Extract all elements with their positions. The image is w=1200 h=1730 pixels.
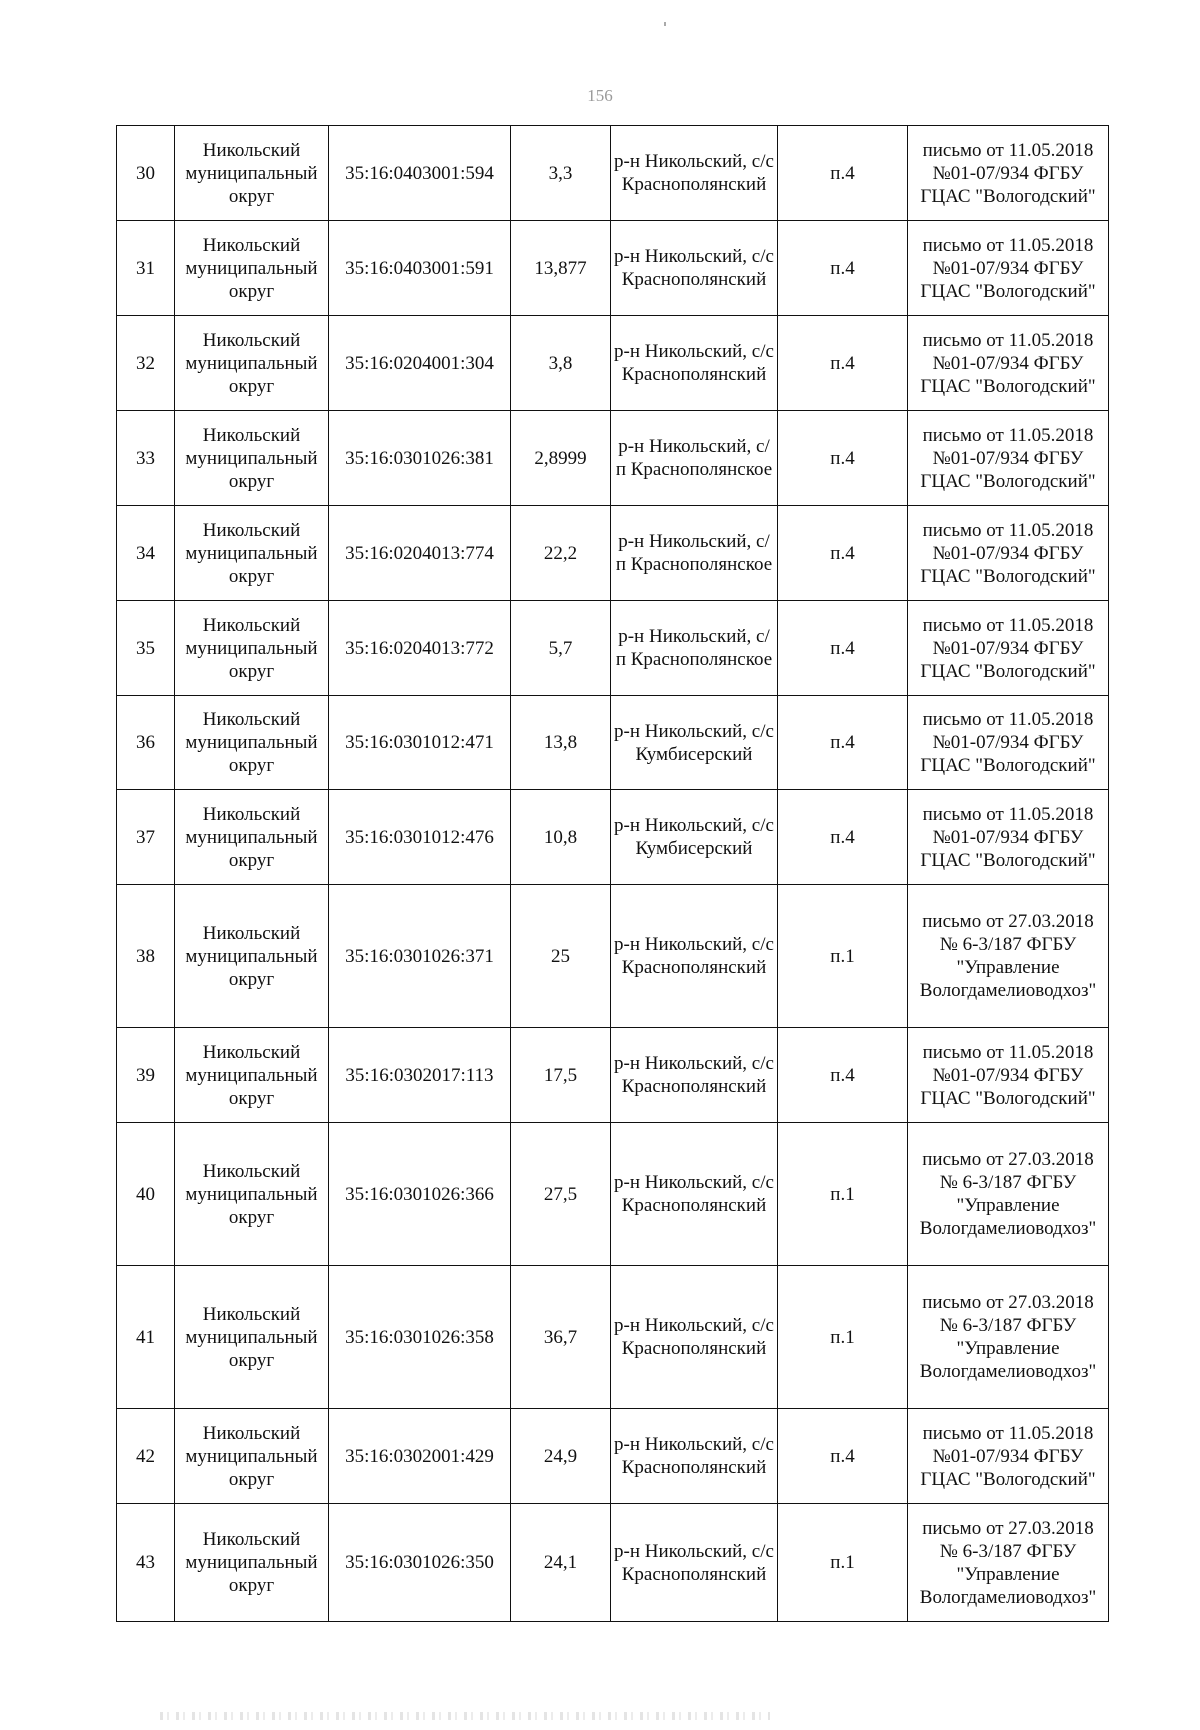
table-row	[117, 790, 1109, 885]
address-cell: р-н Никольский, с/с Краснополянский	[611, 221, 778, 316]
row-number: 42	[117, 1409, 175, 1504]
clause-cell: п.1	[778, 1123, 908, 1266]
document-cell: письмо от 11.05.2018 №01-07/934 ФГБУ ГЦАС "Вологодский"	[908, 411, 1109, 506]
row-number: 41	[117, 1266, 175, 1409]
row-number: 38	[117, 885, 175, 1028]
row-number: 33	[117, 411, 175, 506]
document-cell: письмо от 11.05.2018 №01-07/934 ФГБУ ГЦАС "Вологодский"	[908, 1409, 1109, 1504]
table-row	[117, 1123, 1109, 1266]
cadastral-number-cell: 35:16:0301012:476	[329, 790, 511, 885]
row-number: 39	[117, 1028, 175, 1123]
municipality-cell: Никольский муниципальный округ	[175, 221, 329, 316]
row-number: 37	[117, 790, 175, 885]
address-cell: р-н Никольский, с/с Краснополянский	[611, 885, 778, 1028]
cadastral-number-cell: 35:16:0204013:774	[329, 506, 511, 601]
address-cell: р-н Никольский, с/п Краснополянское	[611, 506, 778, 601]
cadastral-number-cell: 35:16:0301026:358	[329, 1266, 511, 1409]
page-number: 156	[587, 86, 613, 105]
document-cell: письмо от 11.05.2018 №01-07/934 ФГБУ ГЦАС "Вологодский"	[908, 316, 1109, 411]
clause-cell: п.4	[778, 1409, 908, 1504]
row-number: 30	[117, 126, 175, 221]
clause-cell: п.1	[778, 1504, 908, 1622]
table-row	[117, 696, 1109, 790]
cadastral-number-cell: 35:16:0301026:366	[329, 1123, 511, 1266]
address-cell: р-н Никольский, с/п Краснополянское	[611, 411, 778, 506]
clause-cell: п.4	[778, 411, 908, 506]
address-cell: р-н Никольский, с/с Краснополянский	[611, 316, 778, 411]
municipality-cell: Никольский муниципальный округ	[175, 316, 329, 411]
clause-cell: п.1	[778, 1266, 908, 1409]
area-cell: 27,5	[511, 1123, 611, 1266]
municipality-cell: Никольский муниципальный округ	[175, 601, 329, 696]
table-row	[117, 1409, 1109, 1504]
clause-cell: п.4	[778, 316, 908, 411]
address-cell: р-н Никольский, с/с Краснополянский	[611, 1123, 778, 1266]
area-cell: 3,3	[511, 126, 611, 221]
municipality-cell: Никольский муниципальный округ	[175, 1409, 329, 1504]
table-row	[117, 506, 1109, 601]
cadastral-number-cell: 35:16:0403001:591	[329, 221, 511, 316]
document-cell: письмо от 11.05.2018 №01-07/934 ФГБУ ГЦАС "Вологодский"	[908, 696, 1109, 790]
scan-speck	[664, 22, 666, 26]
row-number: 35	[117, 601, 175, 696]
area-cell: 24,1	[511, 1504, 611, 1622]
municipality-cell: Никольский муниципальный округ	[175, 1028, 329, 1123]
area-cell: 13,8	[511, 696, 611, 790]
area-cell: 24,9	[511, 1409, 611, 1504]
area-cell: 10,8	[511, 790, 611, 885]
table-row	[117, 601, 1109, 696]
row-number: 36	[117, 696, 175, 790]
row-number: 34	[117, 506, 175, 601]
document-cell: письмо от 11.05.2018 №01-07/934 ФГБУ ГЦАС "Вологодский"	[908, 221, 1109, 316]
document-cell: письмо от 11.05.2018 №01-07/934 ФГБУ ГЦАС "Вологодский"	[908, 1028, 1109, 1123]
document-cell: письмо от 27.03.2018 № 6-3/187 ФГБУ "Управление Вологдамелиоводхоз"	[908, 885, 1109, 1028]
cadastral-number-cell: 35:16:0301012:471	[329, 696, 511, 790]
municipality-cell: Никольский муниципальный округ	[175, 506, 329, 601]
address-cell: р-н Никольский, с/с Кумбисерский	[611, 696, 778, 790]
document-cell: письмо от 27.03.2018 № 6-3/187 ФГБУ "Управление Вологдамелиоводхоз"	[908, 1504, 1109, 1622]
area-cell: 3,8	[511, 316, 611, 411]
table-row	[117, 885, 1109, 1028]
address-cell: р-н Никольский, с/п Краснополянское	[611, 601, 778, 696]
clause-cell: п.4	[778, 601, 908, 696]
municipality-cell: Никольский муниципальный округ	[175, 1504, 329, 1622]
table-row	[117, 411, 1109, 506]
cadastral-number-cell: 35:16:0301026:371	[329, 885, 511, 1028]
land-plots-table	[116, 125, 1109, 1622]
municipality-cell: Никольский муниципальный округ	[175, 885, 329, 1028]
municipality-cell: Никольский муниципальный округ	[175, 790, 329, 885]
address-cell: р-н Никольский, с/с Краснополянский	[611, 126, 778, 221]
cadastral-number-cell: 35:16:0204001:304	[329, 316, 511, 411]
area-cell: 25	[511, 885, 611, 1028]
municipality-cell: Никольский муниципальный округ	[175, 411, 329, 506]
document-cell: письмо от 11.05.2018 №01-07/934 ФГБУ ГЦАС "Вологодский"	[908, 126, 1109, 221]
table-row	[117, 316, 1109, 411]
document-cell: письмо от 27.03.2018 № 6-3/187 ФГБУ "Управление Вологдамелиоводхоз"	[908, 1123, 1109, 1266]
row-number: 43	[117, 1504, 175, 1622]
table-row	[117, 1028, 1109, 1123]
document-cell: письмо от 11.05.2018 №01-07/934 ФГБУ ГЦАС "Вологодский"	[908, 601, 1109, 696]
row-number: 31	[117, 221, 175, 316]
cadastral-number-cell: 35:16:0301026:381	[329, 411, 511, 506]
address-cell: р-н Никольский, с/с Кумбисерский	[611, 790, 778, 885]
clause-cell: п.4	[778, 126, 908, 221]
area-cell: 2,8999	[511, 411, 611, 506]
area-cell: 17,5	[511, 1028, 611, 1123]
clause-cell: п.4	[778, 790, 908, 885]
scan-noise-strip	[160, 1712, 770, 1720]
area-cell: 22,2	[511, 506, 611, 601]
municipality-cell: Никольский муниципальный округ	[175, 1266, 329, 1409]
municipality-cell: Никольский муниципальный округ	[175, 696, 329, 790]
area-cell: 36,7	[511, 1266, 611, 1409]
address-cell: р-н Никольский, с/с Краснополянский	[611, 1504, 778, 1622]
row-number: 40	[117, 1123, 175, 1266]
cadastral-number-cell: 35:16:0302017:113	[329, 1028, 511, 1123]
row-number: 32	[117, 316, 175, 411]
clause-cell: п.4	[778, 1028, 908, 1123]
address-cell: р-н Никольский, с/с Краснополянский	[611, 1266, 778, 1409]
table-row	[117, 1266, 1109, 1409]
table-row	[117, 126, 1109, 221]
clause-cell: п.4	[778, 696, 908, 790]
area-cell: 5,7	[511, 601, 611, 696]
municipality-cell: Никольский муниципальный округ	[175, 1123, 329, 1266]
table-row	[117, 1504, 1109, 1622]
address-cell: р-н Никольский, с/с Краснополянский	[611, 1028, 778, 1123]
document-cell: письмо от 11.05.2018 №01-07/934 ФГБУ ГЦАС "Вологодский"	[908, 790, 1109, 885]
document-cell: письмо от 11.05.2018 №01-07/934 ФГБУ ГЦАС "Вологодский"	[908, 506, 1109, 601]
clause-cell: п.4	[778, 221, 908, 316]
address-cell: р-н Никольский, с/с Краснополянский	[611, 1409, 778, 1504]
cadastral-number-cell: 35:16:0301026:350	[329, 1504, 511, 1622]
document-cell: письмо от 27.03.2018 № 6-3/187 ФГБУ "Управление Вологдамелиоводхоз"	[908, 1266, 1109, 1409]
table-row	[117, 221, 1109, 316]
municipality-cell: Никольский муниципальный округ	[175, 126, 329, 221]
clause-cell: п.4	[778, 506, 908, 601]
cadastral-number-cell: 35:16:0403001:594	[329, 126, 511, 221]
clause-cell: п.1	[778, 885, 908, 1028]
area-cell: 13,877	[511, 221, 611, 316]
cadastral-number-cell: 35:16:0204013:772	[329, 601, 511, 696]
cadastral-number-cell: 35:16:0302001:429	[329, 1409, 511, 1504]
